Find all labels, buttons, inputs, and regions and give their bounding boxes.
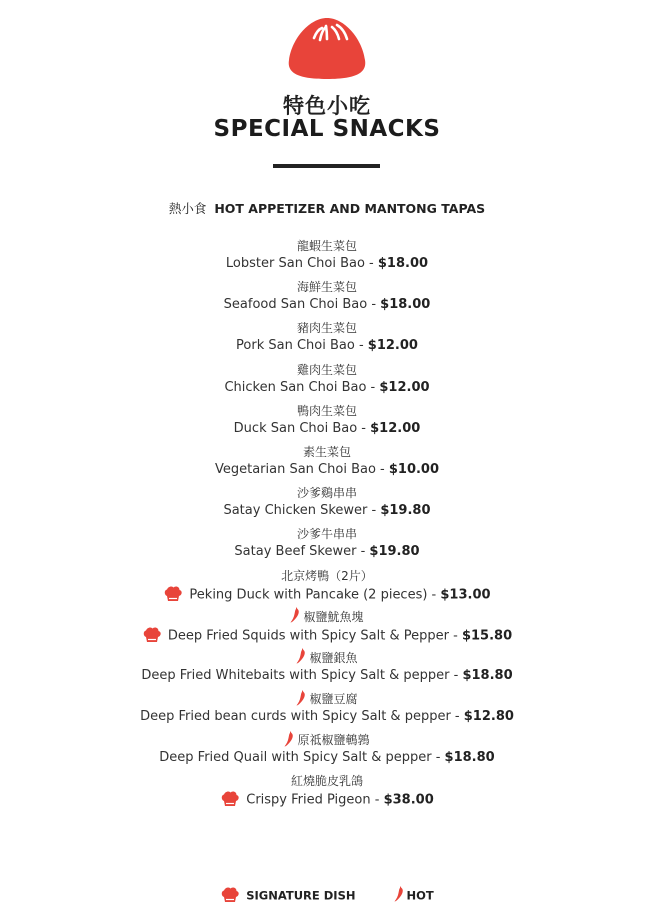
menu-item-english-name: [0, 296, 654, 314]
menu-item-price: $10.00: [388, 461, 440, 477]
chili-icon: [394, 886, 405, 902]
menu-item-english-name: [0, 667, 654, 685]
menu-item-english-name: [0, 379, 654, 397]
menu-item-price: $19.80: [380, 503, 431, 519]
menu-item-chinese-text: 原祗椒鹽鵪鶉: [297, 733, 370, 748]
menu-item-chinese-name: [0, 773, 654, 790]
menu-item-chinese-name: [0, 279, 654, 296]
menu-item-price: $19.80: [369, 544, 420, 560]
menu-item-chinese-name: [0, 238, 654, 255]
section-heading: [0, 199, 654, 217]
menu-item-chinese-text: 沙爹鷄串串: [296, 486, 357, 501]
menu-item-name: Vegetarian San Choi Bao -: [214, 461, 389, 477]
menu-item-chinese-name: [0, 568, 654, 585]
menu-item-list: [0, 238, 654, 815]
menu-item-name: Seafood San Choi Bao -: [223, 297, 381, 313]
menu-item-english-name: [0, 502, 654, 520]
chef-hat-icon: [163, 584, 183, 604]
menu-item-english-name: [0, 790, 654, 808]
chili-icon: [284, 731, 295, 747]
legend-hot-label: HOT: [406, 888, 434, 903]
menu-item: [0, 362, 654, 403]
chef-hat-icon: [220, 789, 240, 809]
legend: [0, 886, 654, 906]
menu-item-chinese-name: [0, 609, 654, 626]
menu-item-chinese-name: [0, 526, 654, 543]
menu-item-name: Chicken San Choi Bao -: [224, 379, 380, 395]
menu-item-price: $12.80: [463, 709, 514, 725]
menu-item: [0, 238, 654, 279]
menu-item-price: $13.00: [440, 587, 491, 602]
menu-item: [0, 568, 654, 609]
menu-item-chinese-text: 北京烤鴨（2片）: [281, 568, 373, 583]
menu-item-english-name: [0, 708, 654, 726]
menu-item-price: $18.80: [444, 750, 495, 766]
menu-item-chinese-text: 雞肉生菜包: [296, 362, 357, 377]
menu-item-chinese-text: 椒鹽豆腐: [309, 692, 358, 707]
menu-item-name: Pork San Choi Bao -: [236, 338, 368, 354]
menu-item-name: Peking Duck with Pancake (2 pieces) -: [189, 587, 441, 602]
menu-item-english-name: [0, 543, 654, 561]
menu-item-name: Crispy Fried Pigeon -: [246, 792, 384, 808]
menu-item: [0, 773, 654, 814]
chili-icon: [296, 690, 307, 706]
menu-item-english-name: [0, 461, 654, 479]
menu-item-chinese-text: 龍蝦生菜包: [296, 239, 357, 253]
menu-item-chinese-name: [0, 650, 654, 667]
menu-item-chinese-name: [0, 691, 654, 708]
menu-item-price: $12.00: [367, 338, 418, 354]
menu-item-price: $38.00: [383, 792, 434, 808]
menu-item-english-name: [0, 626, 654, 644]
menu-item-price: $18.00: [380, 297, 431, 313]
menu-item-chinese-text: 豬肉生菜包: [296, 321, 357, 336]
menu-item-chinese-text: 鴨肉生菜包: [296, 403, 357, 418]
chili-icon: [290, 607, 301, 623]
menu-item-english-name: [0, 420, 654, 438]
menu-item: [0, 691, 654, 732]
menu-item: [0, 320, 654, 361]
menu-item-chinese-text: 椒鹽銀魚: [309, 650, 358, 665]
menu-item-chinese-text: 海鮮生菜包: [296, 280, 357, 295]
menu-item-chinese-text: 沙爹牛串串: [296, 527, 357, 542]
title-divider: [273, 164, 380, 168]
menu-item-name: Deep Fried Whitebaits with Spicy Salt & pepper -: [141, 667, 463, 683]
menu-item-english-name: [0, 337, 654, 355]
chef-hat-icon: [142, 625, 162, 645]
legend-signature-label: SIGNATURE DISH: [246, 888, 356, 903]
menu-item: [0, 732, 654, 773]
menu-item-name: Lobster San Choi Bao -: [225, 256, 378, 271]
menu-item: [0, 650, 654, 691]
menu-item: [0, 526, 654, 567]
page-title: SPECIAL SNACKS: [213, 116, 441, 142]
menu-item-name: Satay Chicken Skewer -: [223, 503, 381, 519]
menu-item-chinese-name: [0, 320, 654, 337]
menu-item-chinese-name: [0, 403, 654, 420]
menu-item-chinese-text: 素生菜包: [302, 444, 351, 459]
page-title-chinese: 特色小吃: [283, 94, 371, 118]
menu-item-english-name: [0, 585, 654, 603]
menu-item-english-name: [0, 255, 654, 273]
section-heading-english: HOT APPETIZER AND MANTONG TAPAS: [214, 201, 486, 216]
menu-item-price: $12.00: [379, 379, 430, 395]
menu-item-price: $18.80: [462, 667, 513, 683]
menu-item-chinese-name: [0, 444, 654, 461]
menu-item-chinese-text: 椒鹽魷魚塊: [303, 609, 364, 624]
chili-icon: [296, 648, 307, 664]
dumpling-logo-icon: [286, 16, 368, 82]
menu-item-price: $12.00: [370, 420, 421, 436]
menu-item: [0, 444, 654, 485]
menu-item-name: Deep Fried bean curds with Spicy Salt & pepper -: [140, 709, 464, 725]
menu-item-price: $15.80: [461, 628, 513, 644]
menu-item-chinese-name: [0, 485, 654, 502]
menu-item: [0, 609, 654, 650]
menu-item-english-name: [0, 749, 654, 767]
menu-item-chinese-text: 紅燒脆皮乳鴿: [290, 774, 363, 789]
menu-item: [0, 485, 654, 526]
menu-item: [0, 279, 654, 320]
chef-hat-icon: [220, 885, 240, 905]
menu-item-chinese-name: [0, 732, 654, 749]
menu-item-name: Deep Fried Quail with Spicy Salt & pepper -: [159, 750, 445, 766]
menu-item-chinese-name: [0, 362, 654, 379]
section-heading-chinese: 熱小食: [168, 201, 207, 216]
menu-item: [0, 403, 654, 444]
menu-item-name: Duck San Choi Bao -: [233, 420, 371, 436]
menu-item-name: Satay Beef Skewer -: [234, 544, 370, 560]
menu-item-name: Deep Fried Squids with Spicy Salt & Pepper -: [167, 628, 462, 644]
menu-item-price: $18.00: [377, 256, 429, 271]
